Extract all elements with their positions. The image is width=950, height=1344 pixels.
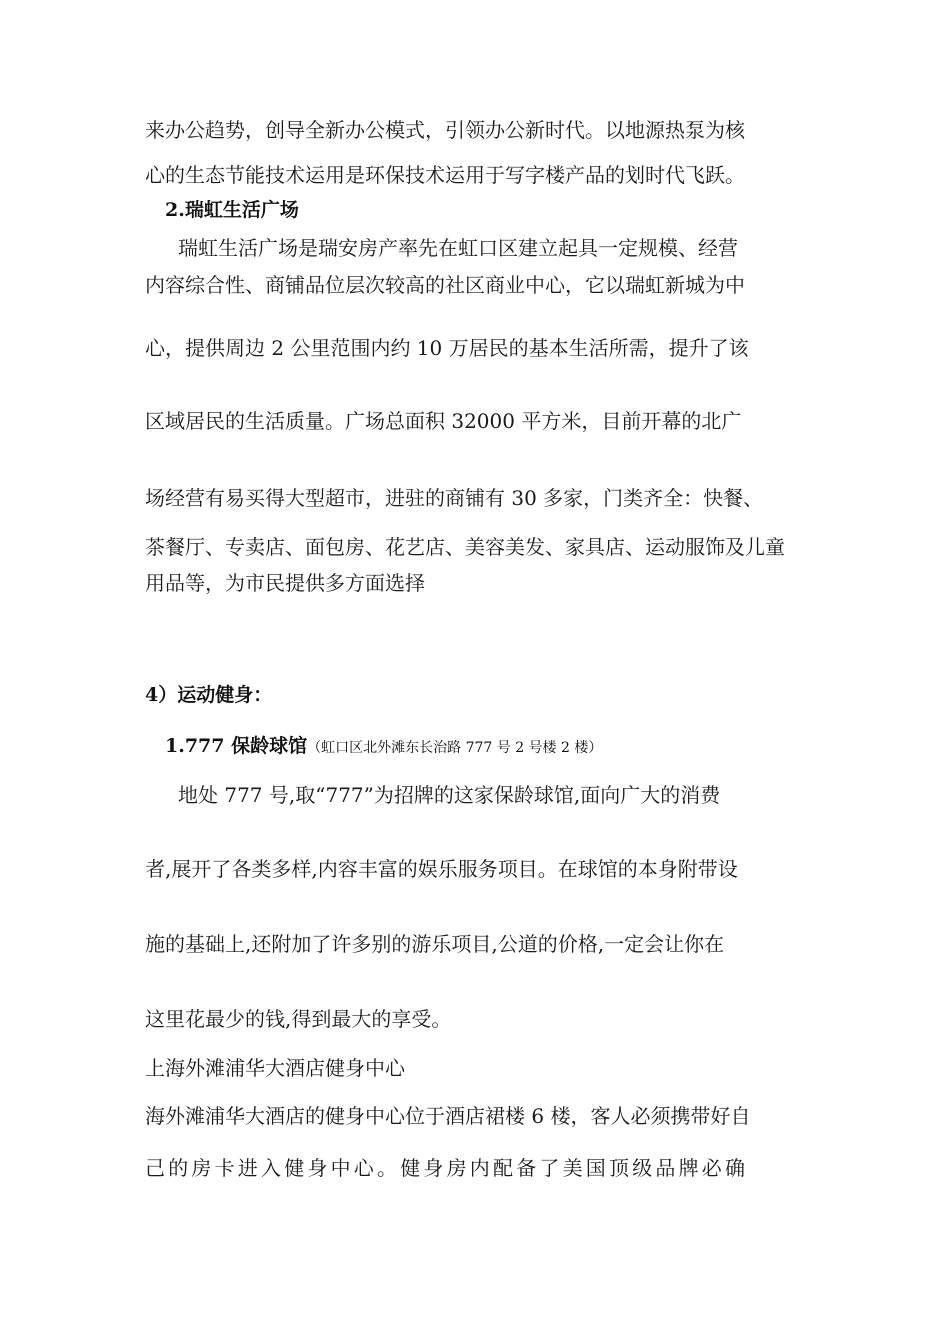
paragraph-line: 场经营有易买得大型超市，进驻的商铺有 30 多家，门类齐全：快餐、 bbox=[145, 486, 764, 510]
paragraph-line: 心，提供周边 2 公里范围内约 10 万居民的基本生活所需，提升了该 bbox=[145, 336, 749, 360]
paragraph-line: 己的房卡进入健身中心。健身房内配备了美国顶级品牌必确 bbox=[145, 1156, 749, 1180]
sub-heading bbox=[165, 731, 602, 763]
section-title: 上海外滩浦华大酒店健身中心 bbox=[145, 1056, 405, 1080]
paragraph-line: 心的生态节能技术运用是环保技术运用于写字楼产品的划时代飞跃。 bbox=[145, 163, 745, 187]
paragraph-line: 瑞虹生活广场是瑞安房产率先在虹口区建立起具一定规模、经营 bbox=[178, 236, 738, 260]
sub-heading-title: 1.777 保龄球馆 bbox=[165, 735, 308, 757]
section-heading: 4）运动健身： bbox=[145, 684, 273, 706]
paragraph-line: 茶餐厅、专卖店、面包房、花艺店、美容美发、家具店、运动服饰及儿童 bbox=[145, 535, 785, 559]
paragraph-line: 施的基础上,还附加了许多别的游乐项目,公道的价格,一定会让你在 bbox=[145, 932, 725, 956]
section-heading: 2.瑞虹生活广场 bbox=[165, 199, 299, 221]
paragraph-line: 区域居民的生活质量。广场总面积 32000 平方米，目前开幕的北广 bbox=[145, 409, 742, 433]
paragraph-line: 内容综合性、商铺品位层次较高的社区商业中心，它以瑞虹新城为中 bbox=[145, 273, 745, 297]
paragraph-line: 用品等，为市民提供多方面选择 bbox=[145, 571, 425, 595]
sub-heading-address: （虹口区北外滩东长治路 777 号 2 号楼 2 楼） bbox=[307, 740, 603, 756]
paragraph-line: 海外滩浦华大酒店的健身中心位于酒店裙楼 6 楼，客人必须携带好自 bbox=[145, 1104, 751, 1128]
paragraph-line: 地处 777 号,取“777”为招牌的这家保龄球馆,面向广大的消费 bbox=[178, 783, 721, 807]
paragraph-line: 来办公趋势，创导全新办公模式，引领办公新时代。以地源热泵为核 bbox=[145, 118, 745, 142]
paragraph-line: 者,展开了各类多样,内容丰富的娱乐服务项目。在球馆的本身附带设 bbox=[145, 857, 738, 881]
paragraph-line: 这里花最少的钱,得到最大的享受。 bbox=[145, 1007, 452, 1031]
